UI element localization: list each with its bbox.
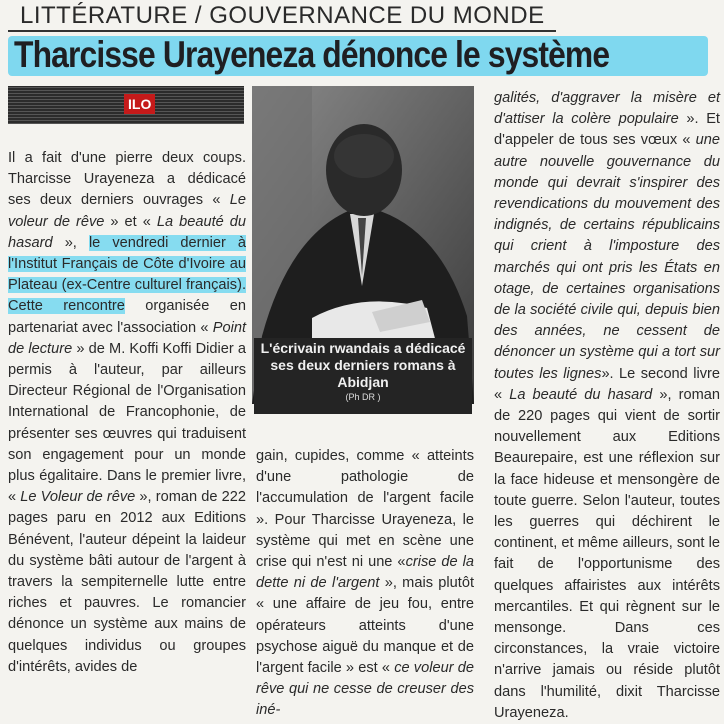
book-title: Le Voleur de rêve: [20, 489, 136, 506]
quote: ce voleur de rêve qui ne cesse de creuser des iné-: [256, 660, 474, 719]
quote: galités, d'aggraver la misère et d'attiser la colère populaire: [494, 90, 720, 128]
text: Il a fait d'une pierre deux coups. Tharcisse Urayeneza a dédicacé ses deux derniers ouvrages «: [8, 150, 246, 209]
section-rubric: LITTÉRATURE / GOUVERNANCE DU MONDE: [20, 2, 545, 29]
article-column-3: [494, 88, 720, 724]
association-name: Point de lecture: [8, 319, 246, 357]
photo-credit: (Ph DR ): [345, 392, 381, 402]
paragraph: [494, 88, 720, 724]
text: », roman de 220 pages qui vient de sortir nouvellement aux Editions Beaurepaire, est une réflexion sur la face hideuse et mensongère de toute guerre. Selon l'auteur, toutes les guerres qui déchirent le continent, et même ailleurs, sont le fait de l'opportunisme des quelques affairistes aux intérêts mercantiles. Et qui règnent sur le mensonge. Dans ces circonstances, la vraie victoire n'arrive jamais ou réside plutôt dans l'humilité, dixit Tharcisse Urayeneza.: [494, 386, 720, 721]
rubric-rule: [8, 30, 556, 32]
text: gain, cupides, comme « atteints d'une pathologie de l'accumulation de l'argent facile ». Pour Tharcisse Urayeneza, le système qui met en scène une crise qui n'est ni une «: [256, 448, 474, 571]
book-title: Le voleur de rêve: [8, 192, 246, 230]
article-column-2: [256, 446, 474, 722]
book-title: La beauté du hasard: [509, 386, 653, 403]
quote: crise de la dette ni de l'argent: [256, 554, 474, 592]
paragraph: [256, 446, 474, 722]
text: ». Et d'appeler de tous ses vœux «: [494, 111, 720, 149]
text: » et «: [104, 213, 157, 230]
highlighted-text: le vendredi dernier à l'Institut Français de Côte d'Ivoire au Plateau (ex-Centre culturel français). Cette rencontre: [8, 234, 247, 315]
article-headline: Tharcisse Urayeneza dénonce le système: [14, 34, 610, 75]
paragraph: [8, 148, 246, 678]
text: », roman de 222 pages paru en 2012 aux Editions Bénévent, l'auteur dépeint la laideur du système bâti autour de l'argent à travers la sempiternelle lutte entre riches et pauvres. Le romancier dénonce un système aux mains de quelques individus ou groupes d'intérêts, avides de: [8, 489, 246, 675]
headline-highlight: [8, 36, 708, 76]
text: ». Le second livre «: [494, 365, 720, 403]
text: organisée en partenariat avec l'association «: [8, 298, 246, 336]
text: »,: [52, 234, 89, 251]
byline-bar: [8, 86, 244, 124]
text: », mais plutôt « une affaire de jeu fou, entre opérateurs atteints d'une psychose aiguë du manque et de l'argent facile » est «: [256, 575, 474, 677]
quote: une autre nouvelle gouvernance du monde qui devrait s'inspirer des revendications du mouvement des indignés, de certains républicains qui crient à l'imposture des marchés qui ont pris les États en otage, de certaines organisations de la société civile qui, depuis bien des années, ne cessent de dénoncer un système qui a tort sur toutes les lignes: [494, 132, 720, 382]
photo-caption-box: [254, 338, 472, 414]
text: » de M. Koffi Koffi Didier a permis à l'auteur, par ailleurs Directeur Régional de l'Organisation International de Francophonie, de présenter ses œuvres qui traduisent son engagement pour un monde plus égalitaire. Dans le premier livre, «: [8, 340, 246, 506]
book-title: La beauté du hasard: [8, 213, 247, 251]
photo-caption: L'écrivain rwandais a dédicacé ses deux derniers romans à Abidjan: [260, 340, 466, 390]
article-column-1: [8, 148, 246, 678]
byline: ILO: [124, 94, 155, 114]
